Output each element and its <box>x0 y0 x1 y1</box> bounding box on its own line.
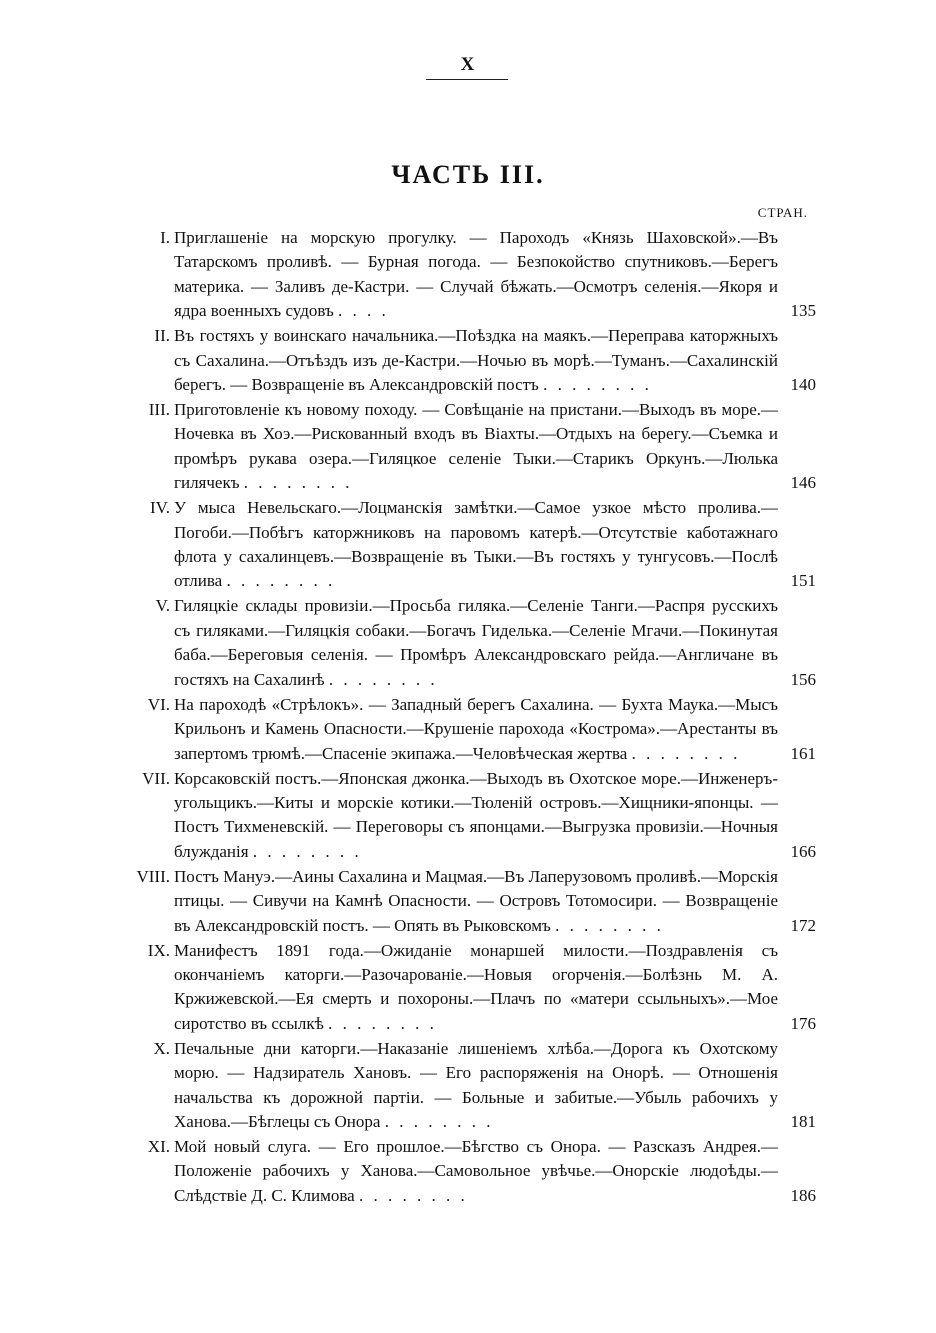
chapter-number: VI. <box>147 694 170 714</box>
toc-entry: V. Гиляцкіе склады провизіи.—Просьба гиляка.—Селеніе Танги.—Распря русскихъ съ гиляками.—Гиляцкія собаки.—Богачъ Гиделька.—Селеніе Мгачи.—Покинутая баба.—Береговыя селенія. — Промѣръ Александровскаго рейда.—Англичане въ гостяхъ на Сахалинѣ . . . . . . . . 156 <box>100 594 816 692</box>
toc-entry: XI. Мой новый слуга. — Его прошлое.—Бѣгство съ Онора. — Разсказъ Андрея.—Положеніе рабочихъ у Ханова.—Самовольное увѣчье.—Онорскіе людоѣды.—Слѣдствіе Д. С. Климова . . . . . . . . 186 <box>100 1135 816 1208</box>
folio-underline <box>426 79 508 80</box>
chapter-number: I. <box>160 228 170 247</box>
chapter-summary: На пароходѣ «Стрѣлокъ». — Западный берегъ Сахалина. — Бухта Маука.—Мысъ Крильонъ и Камень Опасности.—Крушеніе парохода «Кострома».—Арестанты въ запертомъ трюмѣ.—Спасеніе экипажа.—Человѣческая жертва <box>174 694 778 763</box>
page-number: 166 <box>790 841 816 861</box>
page-number: 156 <box>790 669 816 689</box>
chapter-number: II. <box>154 326 170 346</box>
chapter-number: VIII. <box>136 866 170 886</box>
page-number: 172 <box>790 915 816 935</box>
chapter-summary: Въ гостяхъ у воинскаго начальника.—Поѣздка на маякъ.—Переправа каторжныхъ съ Сахалина.—Отъѣздъ изъ де-Кастри.—Ночью въ морѣ.—Туманъ.—Сахалинскій берегъ. — Возвращеніе въ Александровскій постъ <box>174 326 778 395</box>
page-column-label: СТРАН. <box>757 205 808 220</box>
page-number: 186 <box>790 1185 816 1205</box>
chapter-number: X. <box>153 1038 170 1058</box>
page-number: 176 <box>790 1013 816 1033</box>
chapter-summary: Корсаковскій постъ.—Японская джонка.—Выходъ въ Охотское море.—Инженеръ-угольщикъ.—Киты и морскіе котики.—Тюленій островъ.—Хищники-японцы. — Постъ Тихменевскій. — Переговоры съ японцами.—Выгрузка провизіи.—Ночныя блужданія <box>174 768 778 861</box>
chapter-summary: У мыса Невельскаго.—Лоцманскія замѣтки.—Самое узкое мѣсто пролива.—Погоби.—Побѣгъ каторжниковъ на паровомъ катерѣ.—Отсутствіе каботажнаго флота у сахалинцевъ.—Возвращеніе въ Тыки.—Въ гостяхъ у тунгусовъ.—Послѣ отлива <box>174 498 778 591</box>
toc-entry: II. Въ гостяхъ у воинскаго начальника.—Поѣздка на маякъ.—Переправа каторжныхъ съ Сахалина.—Отъѣздъ изъ де-Кастри.—Ночью въ морѣ.—Туманъ.—Сахалинскій берегъ. — Возвращеніе въ Александровскій постъ . . . . . . . . 140 <box>100 324 816 397</box>
page-folio: X <box>460 54 476 75</box>
chapter-number: V. <box>155 596 170 616</box>
toc-entry: VII. Корсаковскій постъ.—Японская джонка.—Выходъ въ Охотское море.—Инженеръ-угольщикъ.—Киты и морскіе котики.—Тюленій островъ.—Хищники-японцы. — Постъ Тихменевскій. — Переговоры съ японцами.—Выгрузка провизіи.—Ночныя блужданія . . . . . . . . 166 <box>100 767 816 865</box>
chapter-number: IX. <box>147 940 170 960</box>
toc-entry: I. Приглашеніе на морскую прогулку. — Пароходъ «Князь Шаховской».—Въ Татарскомъ проливѣ. — Бурная погода. — Безпокойство спутниковъ.—Берегъ материка. — Заливъ де-Кастри. — Случай бѣжать.—Осмотръ селенія.—Якоря и ядра военныхъ судовъ . . . . 135 <box>100 226 816 324</box>
chapter-number: VII. <box>142 768 170 788</box>
chapter-summary: Постъ Мануэ.—Аины Сахалина и Мацмая.—Въ Лаперузовомъ проливѣ.—Морскія птицы. — Сивучи на Камнѣ Опасности. — Островъ Тотомосири. — Возвращеніе въ Александровскій постъ. — Опять въ Рыковскомъ <box>174 866 778 935</box>
chapter-summary: Манифестъ 1891 года.—Ожиданіе монаршей милости.—Поздравленія съ окончаніемъ каторги.—Разочарованіе.—Новыя огорченія.—Болѣзнь М. А. Кржижевской.—Ея смерть и похороны.—Плачъ по «матери ссыльныхъ».—Мое сиротство въ ссылкѣ <box>174 940 778 1033</box>
toc-entry: VIII. Постъ Мануэ.—Аины Сахалина и Мацмая.—Въ Лаперузовомъ проливѣ.—Морскія птицы. — Сивучи на Камнѣ Опасности. — Островъ Тотомосири. — Возвращеніе въ Александровскій постъ. — Опять въ Рыковскомъ . . . . . . . . 172 <box>100 865 816 938</box>
toc-entry: X. Печальные дни каторги.—Наказаніе лишеніемъ хлѣба.—Дорога къ Охотскому морю. — Надзиратель Хановъ. — Его распоряженія на Онорѣ. — Отношенія начальства къ дорожной партіи. — Больные и забитые.—Убыль рабочихъ у Ханова.—Бѣглецы съ Онора . . . . . . . . 181 <box>100 1037 816 1135</box>
page-number: 161 <box>790 743 816 763</box>
page-number: 146 <box>790 473 816 493</box>
part-title: ЧАСТЬ III. <box>391 160 545 189</box>
toc-entry: III. Приготовленіе къ новому походу. — Совѣщаніе на пристани.—Выходъ въ море.—Ночевка въ Хоэ.—Рискованный входъ въ Віахты.—Отдыхъ на берегу.—Съемка и промѣръ рукава озера.—Гиляцкое селеніе Тыки.—Старикъ Оркунъ.—Люлька гилячекъ . . . . . . . . 146 <box>100 398 816 496</box>
toc-entry: VI. На пароходѣ «Стрѣлокъ». — Западный берегъ Сахалина. — Бухта Маука.—Мысъ Крильонъ и Камень Опасности.—Крушеніе парохода «Кострома».—Арестанты въ запертомъ трюмѣ.—Спасеніе экипажа.—Человѣческая жертва . . . . . . . . 161 <box>100 693 816 766</box>
chapter-summary: Гиляцкіе склады провизіи.—Просьба гиляка.—Селеніе Танги.—Распря русскихъ съ гиляками.—Гиляцкія собаки.—Богачъ Гиделька.—Селеніе Мгачи.—Покинутая баба.—Береговыя селенія. — Промѣръ Александровскаго рейда.—Англичане въ гостяхъ на Сахалинѣ <box>174 596 778 689</box>
chapter-number: III. <box>148 400 170 420</box>
chapter-summary: Приглашеніе на морскую прогулку. — Пароходъ «Князь Шаховской».—Въ Татарскомъ проливѣ. — Бурная погода. — Безпокойство спутниковъ.—Берегъ материка. — Заливъ де-Кастри. — Случай бѣжать.—Осмотръ селенія.—Якоря и ядра военныхъ судовъ <box>174 228 778 321</box>
chapter-summary: Мой новый слуга. — Его прошлое.—Бѣгство съ Онора. — Разсказъ Андрея.—Положеніе рабочихъ у Ханова.—Самовольное увѣчье.—Онорскіе людоѣды.—Слѣдствіе Д. С. Климова <box>174 1136 778 1205</box>
chapter-number: IV. <box>150 498 170 518</box>
chapter-number: XI. <box>147 1136 170 1156</box>
page-number: 140 <box>790 375 816 395</box>
page-number: 181 <box>790 1111 816 1131</box>
page-number: 151 <box>790 571 816 591</box>
chapter-summary: Приготовленіе къ новому походу. — Совѣщаніе на пристани.—Выходъ въ море.—Ночевка въ Хоэ.—Рискованный входъ въ Віахты.—Отдыхъ на берегу.—Съемка и промѣръ рукава озера.—Гиляцкое селеніе Тыки.—Старикъ Оркунъ.—Люлька гилячекъ <box>174 400 778 493</box>
toc-entry: IV. У мыса Невельскаго.—Лоцманскія замѣтки.—Самое узкое мѣсто пролива.—Погоби.—Побѣгъ каторжниковъ на паровомъ катерѣ.—Отсутствіе каботажнаго флота у сахалинцевъ.—Возвращеніе въ Тыки.—Въ гостяхъ у тунгусовъ.—Послѣ отлива . . . . . . . . 151 <box>100 496 816 594</box>
table-of-contents <box>100 226 816 1208</box>
page-number: 135 <box>790 301 816 321</box>
toc-entry: IX. Манифестъ 1891 года.—Ожиданіе монаршей милости.—Поздравленія съ окончаніемъ каторги.—Разочарованіе.—Новыя огорченія.—Болѣзнь М. А. Кржижевской.—Ея смерть и похороны.—Плачъ по «матери ссыльныхъ».—Мое сиротство въ ссылкѣ . . . . . . . . 176 <box>100 939 816 1037</box>
chapter-summary: Печальные дни каторги.—Наказаніе лишеніемъ хлѣба.—Дорога къ Охотскому морю. — Надзиратель Хановъ. — Его распоряженія на Онорѣ. — Отношенія начальства къ дорожной партіи. — Больные и забитые.—Убыль рабочихъ у Ханова.—Бѣглецы съ Онора <box>174 1038 778 1131</box>
